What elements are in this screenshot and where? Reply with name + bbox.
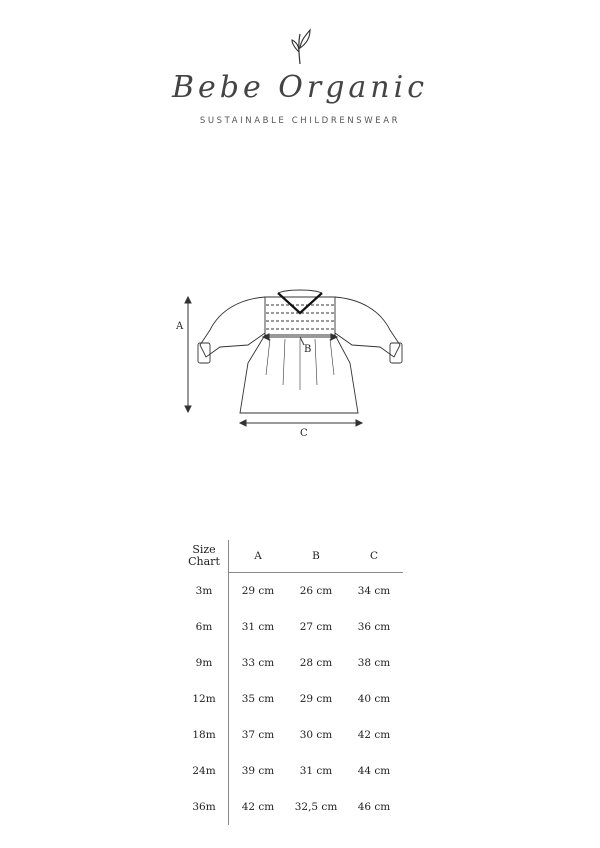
row-size: 24m xyxy=(180,753,229,789)
row-size: 36m xyxy=(180,789,229,825)
row-size: 6m xyxy=(180,609,229,645)
size-chart-header-row xyxy=(180,540,403,573)
size-chart-table xyxy=(180,540,403,825)
cell-b: 32,5 cm xyxy=(294,801,338,813)
dimension-label-b: B xyxy=(304,344,312,355)
brand-tagline: SUSTAINABLE CHILDRENSWEAR xyxy=(199,116,401,126)
cell-a: 33 cm xyxy=(241,657,275,669)
size-chart-title xyxy=(180,540,229,573)
dress-outline xyxy=(240,335,358,413)
cell-a: 37 cm xyxy=(241,729,275,741)
collar xyxy=(278,293,322,313)
cell-c: 44 cm xyxy=(357,765,391,777)
cell-b: 27 cm xyxy=(299,621,333,633)
row-size: 12m xyxy=(180,681,229,717)
table-row xyxy=(180,789,403,825)
table-row xyxy=(180,645,403,681)
cell-c: 40 cm xyxy=(357,693,391,705)
cell-a: 31 cm xyxy=(241,621,275,633)
cell-b: 28 cm xyxy=(299,657,333,669)
cell-c: 36 cm xyxy=(357,621,391,633)
size-chart-title-line2: Chart xyxy=(188,555,220,569)
dress-diagram xyxy=(170,285,430,445)
column-header-c: C xyxy=(345,540,403,573)
table-row xyxy=(180,681,403,717)
cell-c: 46 cm xyxy=(357,801,391,813)
row-size: 18m xyxy=(180,717,229,753)
dimension-label-c: C xyxy=(300,428,308,439)
column-header-b: B xyxy=(287,540,345,573)
leaf-logo-icon xyxy=(288,26,314,66)
cell-c: 42 cm xyxy=(357,729,391,741)
brand-name: Bebe Organic xyxy=(171,70,429,105)
cell-b: 30 cm xyxy=(299,729,333,741)
size-chart-title-line1: Size xyxy=(192,543,216,557)
row-size: 9m xyxy=(180,645,229,681)
table-row xyxy=(180,753,403,789)
cell-b: 29 cm xyxy=(299,693,333,705)
cell-b: 26 cm xyxy=(299,585,333,597)
cell-c: 38 cm xyxy=(357,657,391,669)
table-row xyxy=(180,609,403,645)
cell-b: 31 cm xyxy=(299,765,333,777)
cell-a: 29 cm xyxy=(241,585,275,597)
cell-c: 34 cm xyxy=(357,585,391,597)
row-size: 3m xyxy=(180,573,229,610)
cell-a: 39 cm xyxy=(241,765,275,777)
dimension-label-a: A xyxy=(176,321,184,332)
cell-a: 42 cm xyxy=(241,801,275,813)
column-header-a: A xyxy=(229,540,288,573)
table-row xyxy=(180,573,403,610)
table-row xyxy=(180,717,403,753)
cell-a: 35 cm xyxy=(241,693,275,705)
